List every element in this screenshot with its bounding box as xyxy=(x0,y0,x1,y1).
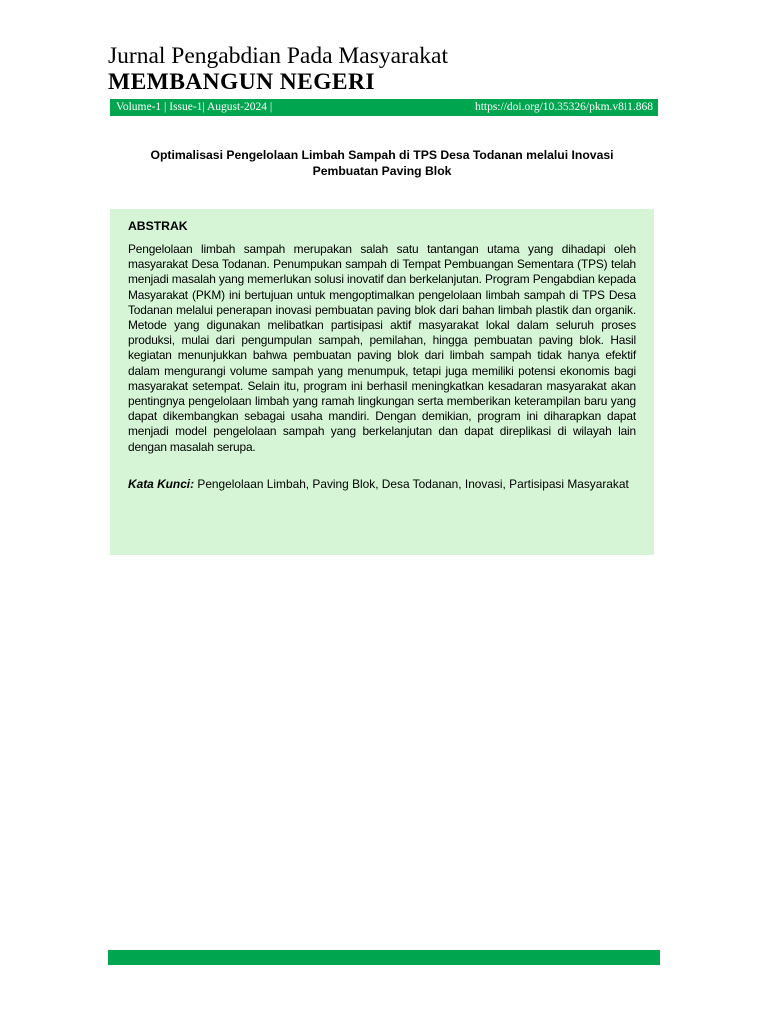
keywords-list: Pengelolaan Limbah, Paving Blok, Desa Todanan, Inovasi, Partisipasi Masyarakat xyxy=(194,476,629,491)
footer-bar xyxy=(108,950,660,965)
abstract-heading: ABSTRAK xyxy=(128,219,188,233)
article-title xyxy=(110,147,654,179)
issue-info: Volume-1 | Issue-1| August-2024 | xyxy=(116,101,273,113)
journal-title-line2: MEMBANGUN NEGERI xyxy=(108,69,375,95)
abstract-box xyxy=(110,209,654,555)
journal-title-line1: Jurnal Pengabdian Pada Masyarakat xyxy=(108,43,448,69)
keywords-label: Kata Kunci: xyxy=(128,476,195,491)
abstract-text: Pengelolaan limbah sampah merupakan salah satu tantangan utama yang dihadapi oleh masyarakat Desa Todanan. Penumpukan sampah di Tempat Pembuangan Sementara (TPS) telah menjadi masalah yang memerlukan solusi inovatif dan berkelanjutan. Program Pengabdian kepada Masyarakat (PKM) ini bertujuan untuk mengoptimalkan pengelolaan limbah sampah di TPS Desa Todanan melalui penerapan inovasi pembuatan paving blok dari bahan limbah plastik dan organik. Metode yang digunakan melibatkan partisipasi aktif masyarakat lokal dalam seluruh proses produksi, mulai dari pengumpulan sampah, pemilahan, hingga pembuatan paving blok. Hasil kegiatan menunjukkan bahwa pembuatan paving blok dari limbah sampah tidak hanya efektif dalam mengurangi volume sampah yang menumpuk, tetapi juga memiliki potensi ekonomis bagi masyarakat setempat. Selain itu, program ini berhasil meningkatkan kesadaran masyarakat akan pentingnya pengelolaan limbah yang ramah lingkungan serta memberikan keterampilan baru yang dapat dikembangkan sebagai usaha mandiri. Dengan demikian, program ini diharapkan dapat menjadi model pengelolaan sampah yang berkelanjutan dan dapat direplikasi di wilayah lain dengan masalah serupa. xyxy=(128,242,636,454)
issue-bar xyxy=(110,99,658,116)
article-title-line2: Pembuatan Paving Blok xyxy=(312,164,452,178)
keywords xyxy=(128,477,636,492)
article-title-line1: Optimalisasi Pengelolaan Limbah Sampah di TPS Desa Todanan melalui Inovasi xyxy=(150,148,614,162)
doi-link[interactable]: https://doi.org/10.35326/pkm.v8i1.868 xyxy=(474,101,653,113)
journal-title xyxy=(108,43,668,95)
